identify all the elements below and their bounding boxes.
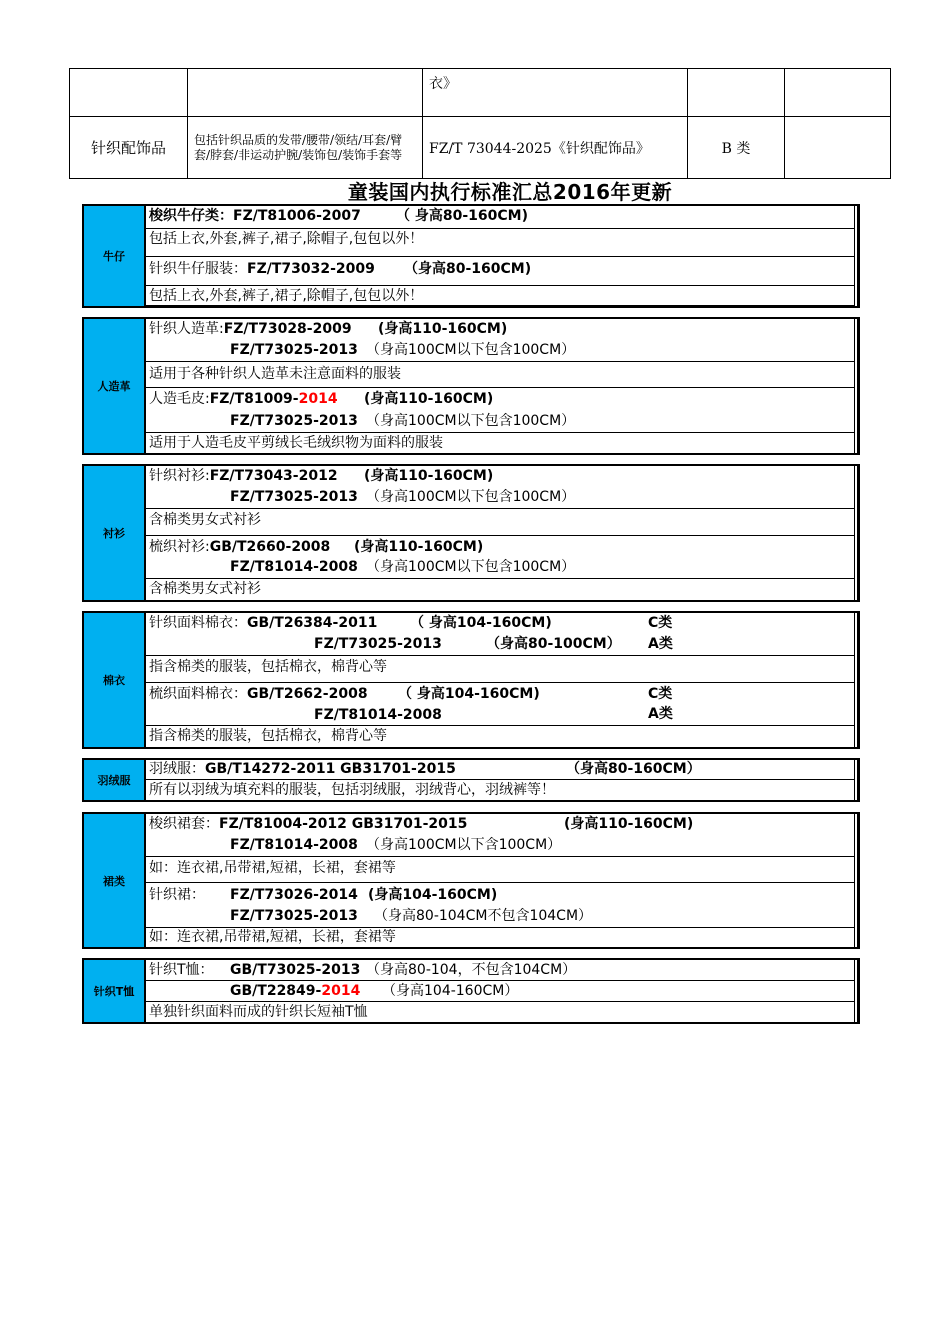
- height-range: （身高80-160CM): [404, 261, 532, 277]
- section-label: 人造革: [84, 319, 146, 453]
- item-name: 针织T恤：: [149, 962, 214, 978]
- list-item: [146, 780, 854, 800]
- list-item: [146, 883, 854, 907]
- category-cell: 针织配饰品: [70, 117, 188, 179]
- list-item: [146, 388, 854, 412]
- item-name: 针织牛仔服装：: [149, 261, 247, 277]
- list-item: [146, 340, 854, 362]
- list-item: [146, 760, 854, 780]
- list-item: [146, 206, 854, 229]
- list-item: [146, 466, 854, 487]
- list-item: [146, 835, 854, 857]
- item-name: 针织人造革:: [149, 321, 224, 337]
- standard-code: GB/T26384-2011: [247, 615, 378, 631]
- standard-code: FZ/T73025-2013: [314, 636, 442, 652]
- table-row: [70, 117, 891, 179]
- grade-cell: B 类: [688, 117, 785, 179]
- list-item: [146, 907, 854, 928]
- standard-code: FZ/T73028-2009: [223, 321, 352, 337]
- item-name: 梭织牛仔类：: [149, 208, 233, 224]
- standard-cell: FZ/T 73044-2025《针织配饰品》: [423, 117, 688, 179]
- description-cell: [188, 69, 423, 117]
- list-item: [146, 656, 854, 683]
- standard-code: GB/T14272-2011 GB31701-2015: [205, 761, 456, 777]
- height-range: （ 身高104-160CM): [398, 686, 540, 702]
- description: 如：连衣裙,吊带裙,短裙，长裙，套裙等: [149, 929, 396, 945]
- height-range: （身高80-104CM不包含104CM）: [374, 908, 593, 924]
- height-range: （身高100CM以下含100CM）: [366, 837, 562, 853]
- extra-cell: [785, 69, 891, 117]
- description: 如：连衣裙,吊带裙,短裙，长裙，套裙等: [149, 860, 396, 876]
- section-down-jacket: [82, 758, 860, 802]
- item-name: 羽绒服：: [149, 761, 205, 777]
- standard-code: FZ/T73032-2009: [247, 261, 375, 277]
- section-label: 牛仔: [84, 206, 146, 306]
- list-item: [146, 928, 854, 947]
- height-range: (身高110-160CM): [564, 816, 694, 832]
- section-label: 裙类: [84, 814, 146, 947]
- section-shirt: [82, 464, 860, 602]
- section-denim: [82, 204, 860, 308]
- description: 单独针织面料而成的针织长短袖T恤: [149, 1004, 368, 1020]
- standard-year: 2014: [321, 983, 361, 999]
- standard-cell: 衣》: [423, 69, 688, 117]
- list-item: [146, 509, 854, 536]
- standard-code: [230, 981, 360, 1001]
- item-name: 针织面料棉衣：: [149, 615, 247, 631]
- description: 含棉类男女式衬衫: [149, 581, 261, 597]
- list-item: [146, 981, 854, 1002]
- list-item: [146, 1002, 854, 1022]
- height-range: (身高110-160CM): [364, 468, 494, 484]
- height-range: （身高80-100CM）: [486, 636, 621, 652]
- grade-cell: [688, 69, 785, 117]
- description: 包括上衣,外套,裤子,裙子,除帽子,包包以外！: [149, 288, 424, 304]
- height-range: (身高110-160CM): [378, 321, 508, 337]
- section-label: 衬衫: [84, 466, 146, 600]
- description: 所有以羽绒为填充料的服装，包括羽绒服，羽绒背心，羽绒裤等！: [149, 782, 555, 798]
- standard-code: FZ/T81014-2008: [230, 559, 358, 575]
- list-item: [146, 433, 854, 453]
- standard-year: 2014: [298, 391, 338, 407]
- description: 指含棉类的服装，包括棉衣，棉背心等: [149, 659, 387, 675]
- list-item: [146, 257, 854, 286]
- list-item: [146, 814, 854, 835]
- list-item: [146, 960, 854, 981]
- list-item: [146, 558, 854, 579]
- grade-badge: A类: [648, 706, 673, 722]
- height-range: （身高100CM以下包含100CM）: [366, 489, 576, 505]
- list-item: [146, 229, 854, 257]
- item-name: 梭织裙套：: [149, 816, 219, 832]
- height-range: (身高110-160CM): [354, 539, 484, 555]
- standard-code: FZ/T73026-2014: [230, 887, 358, 903]
- height-range: （身高100CM以下包含100CM）: [366, 413, 576, 429]
- section-artificial-leather: [82, 317, 860, 455]
- standard-code: FZ/T81004-2012 GB31701-2015: [219, 816, 468, 832]
- category-cell: [70, 69, 188, 117]
- grade-badge: A类: [648, 636, 673, 652]
- list-item: [146, 362, 854, 388]
- standards-table: [69, 68, 891, 179]
- list-item: [146, 319, 854, 340]
- standard-code: FZ/T73025-2013: [230, 413, 358, 429]
- list-item: [146, 286, 854, 306]
- standard-code: GB/T2660-2008: [209, 539, 331, 555]
- list-item: [146, 579, 854, 600]
- height-range: （身高80-104，不包含104CM）: [366, 962, 577, 978]
- list-item: [146, 634, 854, 656]
- list-item: [146, 683, 854, 705]
- list-item: [146, 705, 854, 726]
- height-range: （身高80-160CM）: [566, 761, 701, 777]
- table-row: [70, 69, 891, 117]
- section-padded-clothing: [82, 611, 860, 749]
- standard-code: FZ/T81014-2008: [230, 837, 358, 853]
- height-range: （ 身高104-160CM): [410, 615, 552, 631]
- section-label: 棉衣: [84, 613, 146, 747]
- list-item: [146, 536, 854, 558]
- standard-code: FZ/T81009-: [209, 391, 299, 407]
- standard-code: GB/T73025-2013: [230, 962, 361, 978]
- height-range: (身高110-160CM): [364, 391, 494, 407]
- description: 含棉类男女式衬衫: [149, 512, 261, 528]
- section-label: 针织T恤: [84, 960, 146, 1022]
- height-range: (身高104-160CM): [368, 887, 498, 903]
- standard-code: FZ/T81006-2007: [233, 208, 361, 224]
- description-cell: 包括针织品质的发带/腰带/领结/耳套/臂套/脖套/非运动护腕/装饰包/装饰手套等: [188, 117, 423, 179]
- list-item: [146, 726, 854, 747]
- standard-code: FZ/T73025-2013: [230, 489, 358, 505]
- standard-code: FZ/T81014-2008: [314, 707, 442, 723]
- standard-code: FZ/T73043-2012: [209, 468, 338, 484]
- item-name: 梳织衬衫:: [149, 539, 210, 555]
- item-name: 针织衬衫:: [149, 468, 210, 484]
- description: 指含棉类的服装，包括棉衣，棉背心等: [149, 728, 387, 744]
- section-knit-tshirt: [82, 958, 860, 1024]
- height-range: （身高100CM以下包含100CM）: [366, 342, 576, 358]
- description: 适用于人造毛皮平剪绒长毛绒织物为面料的服装: [149, 435, 443, 451]
- list-item: [146, 487, 854, 509]
- item-name: 梳织面料棉衣：: [149, 686, 247, 702]
- list-item: [146, 857, 854, 883]
- standard-code: FZ/T73025-2013: [230, 908, 358, 924]
- standard-code: GB/T2662-2008: [247, 686, 368, 702]
- grade-badge: C类: [648, 615, 673, 631]
- list-item: [146, 412, 854, 433]
- page-title: 童装国内执行标准汇总2016年更新: [347, 180, 673, 204]
- grade-badge: C类: [648, 686, 673, 702]
- height-range: （身高100CM以下包含100CM）: [366, 559, 576, 575]
- height-range: （ 身高80-160CM): [396, 208, 528, 224]
- height-range: （身高104-160CM）: [382, 983, 519, 999]
- list-item: [146, 613, 854, 634]
- description: 适用于各种针织人造革未注意面料的服装: [149, 366, 401, 382]
- section-skirt: [82, 812, 860, 949]
- description: 包括上衣,外套,裤子,裙子,除帽子,包包以外！: [149, 231, 424, 247]
- section-label: 羽绒服: [84, 760, 146, 800]
- extra-cell: [785, 117, 891, 179]
- standard-code: FZ/T73025-2013: [230, 342, 358, 358]
- item-name: 针织裙：: [149, 887, 205, 903]
- item-name: 人造毛皮:: [149, 391, 210, 407]
- standard-code-prefix: GB/T22849-: [230, 983, 322, 999]
